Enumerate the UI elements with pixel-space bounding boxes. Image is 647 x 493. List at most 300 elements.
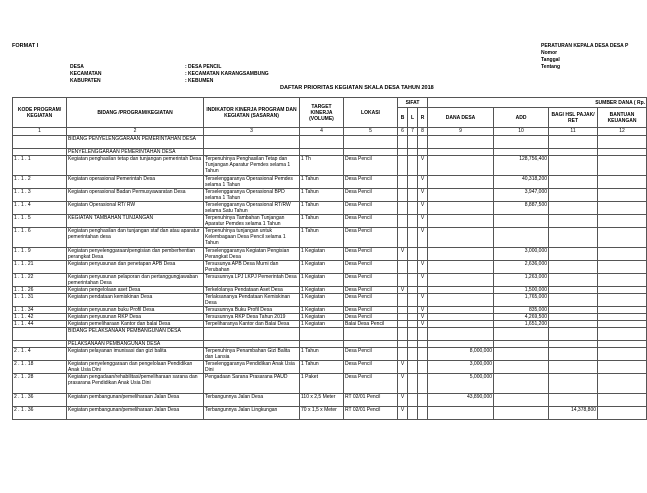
cell-bantuan bbox=[598, 202, 647, 215]
cell-sifat-r: V bbox=[418, 261, 428, 274]
cell-bantuan bbox=[598, 248, 647, 261]
cell-sifat-b bbox=[398, 314, 408, 321]
column-number: 12 bbox=[598, 128, 647, 136]
cell-sifat-l bbox=[408, 407, 418, 420]
header-sumber-dana: SUMBER DANA ( Rp. bbox=[428, 98, 647, 108]
cell-bantuan bbox=[598, 215, 647, 228]
cell-kegiatan: Kegiatan pemeliharaan Kantor dan balai Desa bbox=[67, 321, 204, 328]
empty-cell bbox=[398, 149, 408, 156]
cell-sifat-l bbox=[408, 307, 418, 314]
cell-bagi-hasil bbox=[549, 228, 598, 248]
cell-kegiatan: Kegiatan Operasional RT/ RW bbox=[67, 202, 204, 215]
cell-dana-desa bbox=[428, 156, 494, 176]
section-row bbox=[13, 328, 647, 341]
empty-cell bbox=[598, 136, 647, 149]
column-number: 1 bbox=[13, 128, 67, 136]
cell-sifat-l bbox=[408, 176, 418, 189]
column-number: 10 bbox=[494, 128, 549, 136]
cell-indikator: Tersusunnya RKP Desa Tahun 2019 bbox=[204, 314, 300, 321]
cell-sifat-b bbox=[398, 215, 408, 228]
empty-cell bbox=[418, 136, 428, 149]
cell-indikator: Tersusunnya Buku Profil Desa bbox=[204, 307, 300, 314]
cell-lokasi: Desa Pencil bbox=[344, 374, 398, 394]
cell-bagi-hasil bbox=[549, 202, 598, 215]
empty-cell bbox=[549, 149, 598, 156]
cell-lokasi: RT 02/01 Pencil bbox=[344, 394, 398, 407]
cell-target: 1 Tahun bbox=[300, 189, 344, 202]
empty-cell bbox=[13, 136, 67, 149]
table-row bbox=[13, 228, 647, 248]
cell-kode: 1 . 1 . 5 bbox=[13, 215, 67, 228]
empty-cell bbox=[13, 328, 67, 341]
column-number: 7 bbox=[408, 128, 418, 136]
table-row bbox=[13, 407, 647, 420]
empty-cell bbox=[204, 149, 300, 156]
cell-kegiatan: Kegiatan penyusunan buku Profil Desa bbox=[67, 307, 204, 314]
cell-indikator: Terpeliharanya Kantor dan Balai Desa bbox=[204, 321, 300, 328]
cell-add: 3,000,000 bbox=[494, 248, 549, 261]
cell-dana-desa bbox=[428, 189, 494, 202]
empty-cell bbox=[549, 341, 598, 348]
empty-cell bbox=[494, 136, 549, 149]
cell-dana-desa bbox=[428, 202, 494, 215]
cell-target: 1 Kegiatan bbox=[300, 307, 344, 314]
cell-bantuan bbox=[598, 407, 647, 420]
cell-bantuan bbox=[598, 294, 647, 307]
cell-sifat-r: V bbox=[418, 189, 428, 202]
cell-kode: 2 . 1 . 36 bbox=[13, 394, 67, 407]
cell-add: 2,636,000 bbox=[494, 261, 549, 274]
header-dana-desa: DANA DESA bbox=[428, 108, 494, 128]
cell-kode: 1 . 1 . 6 bbox=[13, 228, 67, 248]
cell-add bbox=[494, 215, 549, 228]
cell-bagi-hasil bbox=[549, 321, 598, 328]
table-row bbox=[13, 202, 647, 215]
cell-bagi-hasil bbox=[549, 394, 598, 407]
cell-lokasi: Desa Pencil bbox=[344, 189, 398, 202]
cell-target: 1 Kegiatan bbox=[300, 261, 344, 274]
field-label-kabupaten: KABUPATEN bbox=[70, 78, 101, 84]
empty-cell bbox=[344, 136, 398, 149]
cell-dana-desa bbox=[428, 294, 494, 307]
cell-indikator: Pengadaan Sarana Prasarana PAUD bbox=[204, 374, 300, 394]
table-row bbox=[13, 176, 647, 189]
cell-lokasi: Desa Pencil bbox=[344, 348, 398, 361]
empty-cell bbox=[428, 136, 494, 149]
cell-dana-desa bbox=[428, 261, 494, 274]
cell-sifat-l bbox=[408, 156, 418, 176]
cell-target: 1 Tahun bbox=[300, 176, 344, 189]
cell-bagi-hasil bbox=[549, 274, 598, 287]
cell-kegiatan: Kegiatan pembangunan/pemeliharaan Jalan Desa bbox=[67, 407, 204, 420]
cell-bagi-hasil bbox=[549, 307, 598, 314]
subsection-title: PENYELENGGARAAN PEMERINTAHAN DESA bbox=[67, 149, 204, 156]
table-row bbox=[13, 294, 647, 307]
regulation-line: Nomor bbox=[541, 50, 558, 56]
cell-sifat-r bbox=[418, 348, 428, 361]
empty-cell bbox=[428, 149, 494, 156]
cell-kegiatan: Kegiatan penyusunan RKP Desa bbox=[67, 314, 204, 321]
empty-cell bbox=[418, 328, 428, 341]
cell-bantuan bbox=[598, 261, 647, 274]
cell-sifat-r: V bbox=[418, 274, 428, 287]
cell-bantuan bbox=[598, 228, 647, 248]
cell-lokasi: Desa Pencil bbox=[344, 314, 398, 321]
cell-sifat-r: V bbox=[418, 294, 428, 307]
header-indikator: INDIKATOR KINERJA PROGRAM DAN KEGIATAN (SASARAN) bbox=[204, 98, 300, 128]
cell-bantuan bbox=[598, 156, 647, 176]
cell-lokasi: RT 02/01 Pencil bbox=[344, 407, 398, 420]
table-row bbox=[13, 215, 647, 228]
cell-lokasi: Desa Pencil bbox=[344, 287, 398, 294]
cell-target: 1 Paket bbox=[300, 374, 344, 394]
cell-target: 1 Tahun bbox=[300, 348, 344, 361]
cell-sifat-b bbox=[398, 228, 408, 248]
cell-bagi-hasil bbox=[549, 261, 598, 274]
cell-sifat-b: V bbox=[398, 287, 408, 294]
section-title: BIDANG PENYELENGGARAAN PEMERINTAHAN DESA bbox=[67, 136, 204, 149]
table-row bbox=[13, 314, 647, 321]
cell-sifat-r: V bbox=[418, 176, 428, 189]
cell-kegiatan: Kegiatan penyusunan dan penetapan APB Desa bbox=[67, 261, 204, 274]
empty-cell bbox=[13, 341, 67, 348]
cell-indikator: Terpenuhinya Penghasilan Tetap dan Tunjangan Aparatur Pemdes selama 1 Tahun bbox=[204, 156, 300, 176]
cell-kode: 1 . 1 . 21 bbox=[13, 261, 67, 274]
section-row bbox=[13, 136, 647, 149]
form-label: FORMAT I bbox=[12, 43, 39, 49]
cell-indikator: Terkelolanya Pendataan Aset Desa bbox=[204, 287, 300, 294]
cell-indikator: Terlaksananya Pendataan Kemiskinan Desa bbox=[204, 294, 300, 307]
cell-lokasi: Desa Pencil bbox=[344, 248, 398, 261]
cell-add bbox=[494, 228, 549, 248]
cell-add: 128,756,400 bbox=[494, 156, 549, 176]
cell-add bbox=[494, 361, 549, 374]
empty-cell bbox=[494, 328, 549, 341]
cell-kode: 1 . 1 . 1 bbox=[13, 156, 67, 176]
cell-sifat-b: V bbox=[398, 248, 408, 261]
cell-sifat-l bbox=[408, 202, 418, 215]
cell-indikator: Terselenggaranya Operasional BPD selama 1 Tahun bbox=[204, 189, 300, 202]
cell-add bbox=[494, 394, 549, 407]
cell-kegiatan: Kegiatan pengelolaan aset Desa bbox=[67, 287, 204, 294]
table-row bbox=[13, 274, 647, 287]
empty-cell bbox=[598, 341, 647, 348]
empty-cell bbox=[300, 328, 344, 341]
column-number: 3 bbox=[204, 128, 300, 136]
cell-sifat-l bbox=[408, 189, 418, 202]
cell-dana-desa bbox=[428, 176, 494, 189]
empty-cell bbox=[204, 328, 300, 341]
cell-lokasi: Desa Pencil bbox=[344, 202, 398, 215]
cell-sifat-l bbox=[408, 394, 418, 407]
cell-lokasi: Desa Pencil bbox=[344, 215, 398, 228]
cell-lokasi: Desa Pencil bbox=[344, 361, 398, 374]
empty-cell bbox=[549, 328, 598, 341]
empty-cell bbox=[398, 328, 408, 341]
subsection-title: PELAKSANAAN PEMBANGUNAN DESA bbox=[67, 341, 204, 348]
table-row bbox=[13, 361, 647, 374]
cell-sifat-r: V bbox=[418, 156, 428, 176]
regulation-line: Tentang bbox=[541, 64, 561, 70]
column-number: 4 bbox=[300, 128, 344, 136]
cell-dana-desa bbox=[428, 248, 494, 261]
cell-kegiatan: Kegiatan penyelenggaraan dan pengelolaan Pendidikan Anak Usia Dini bbox=[67, 361, 204, 374]
cell-add bbox=[494, 348, 549, 361]
cell-sifat-r: V bbox=[418, 314, 428, 321]
section-title: BIDANG PELAKSANAAN PEMBANGUNAN DESA bbox=[67, 328, 204, 341]
cell-kode: 1 . 1 . 2 bbox=[13, 176, 67, 189]
empty-cell bbox=[418, 341, 428, 348]
table-row bbox=[13, 374, 647, 394]
cell-sifat-l bbox=[408, 248, 418, 261]
table-row bbox=[13, 307, 647, 314]
cell-bagi-hasil bbox=[549, 314, 598, 321]
cell-bagi-hasil bbox=[549, 176, 598, 189]
cell-sifat-l bbox=[408, 374, 418, 394]
cell-target: 1 Tahun bbox=[300, 361, 344, 374]
cell-kode: 1 . 1 . 42 bbox=[13, 314, 67, 321]
empty-cell bbox=[300, 149, 344, 156]
cell-add: 1,765,000 bbox=[494, 294, 549, 307]
cell-sifat-b bbox=[398, 156, 408, 176]
cell-bantuan bbox=[598, 189, 647, 202]
cell-target: 1 Kegiatan bbox=[300, 294, 344, 307]
cell-sifat-b bbox=[398, 274, 408, 287]
cell-kegiatan: Kegiatan pengadaan/rehabilitasi/pemeliharaan sarana dan prasarana Pendidikan Anak Usia Dini bbox=[67, 374, 204, 394]
cell-sifat-b bbox=[398, 189, 408, 202]
cell-target: 1 Kegiatan bbox=[300, 274, 344, 287]
cell-add: 835,000 bbox=[494, 307, 549, 314]
empty-cell bbox=[598, 149, 647, 156]
column-number: 2 bbox=[67, 128, 204, 136]
cell-bagi-hasil bbox=[549, 374, 598, 394]
cell-bantuan bbox=[598, 321, 647, 328]
cell-kegiatan: Kegiatan pembangunan/pemeliharaan Jalan Desa bbox=[67, 394, 204, 407]
cell-indikator: Tersusunya APB Desa Murni dan Perubahan bbox=[204, 261, 300, 274]
cell-kegiatan: Kegiatan pelayanan imunisasi dan gizi balita bbox=[67, 348, 204, 361]
cell-bantuan bbox=[598, 314, 647, 321]
cell-indikator: Terselenggaranya Kegiatan Pengisian Perangkat Desa bbox=[204, 248, 300, 261]
empty-cell bbox=[494, 341, 549, 348]
cell-add bbox=[494, 407, 549, 420]
field-value-desa: : DESA PENCIL bbox=[185, 64, 222, 70]
cell-sifat-l bbox=[408, 274, 418, 287]
empty-cell bbox=[344, 149, 398, 156]
cell-dana-desa: 43,890,000 bbox=[428, 394, 494, 407]
table-row bbox=[13, 189, 647, 202]
cell-bantuan bbox=[598, 287, 647, 294]
cell-lokasi: Desa Pencil bbox=[344, 176, 398, 189]
cell-target: 110 x 2,5 Meter bbox=[300, 394, 344, 407]
cell-sifat-b: V bbox=[398, 361, 408, 374]
empty-cell bbox=[204, 341, 300, 348]
field-label-desa: DESA bbox=[70, 64, 84, 70]
cell-kode: 1 . 1 . 9 bbox=[13, 248, 67, 261]
cell-sifat-l bbox=[408, 287, 418, 294]
cell-kode: 2 . 1 . 36 bbox=[13, 407, 67, 420]
cell-sifat-l bbox=[408, 348, 418, 361]
cell-lokasi: Desa Pencil bbox=[344, 307, 398, 314]
cell-kode: 1 . 1 . 34 bbox=[13, 307, 67, 314]
table-row bbox=[13, 287, 647, 294]
table-row bbox=[13, 394, 647, 407]
empty-cell bbox=[13, 149, 67, 156]
cell-dana-desa bbox=[428, 314, 494, 321]
empty-cell bbox=[418, 149, 428, 156]
column-number-row bbox=[13, 128, 647, 136]
cell-indikator: Terpenuhinya Tambahan Tunjangan Aparatur Pemdes selama 1 Tahun bbox=[204, 215, 300, 228]
cell-bagi-hasil bbox=[549, 215, 598, 228]
cell-add: 1,651,200 bbox=[494, 321, 549, 328]
cell-kegiatan: Kegiatan operasional Badan Permusyawaratan Desa bbox=[67, 189, 204, 202]
empty-cell bbox=[300, 136, 344, 149]
cell-kode: 1 . 1 . 31 bbox=[13, 294, 67, 307]
empty-cell bbox=[408, 136, 418, 149]
cell-target: 1 Tahun bbox=[300, 228, 344, 248]
cell-indikator: Terbangunnya Jalan Lingkungan bbox=[204, 407, 300, 420]
empty-cell bbox=[204, 136, 300, 149]
cell-sifat-r bbox=[418, 361, 428, 374]
cell-bagi-hasil bbox=[549, 248, 598, 261]
cell-sifat-r bbox=[418, 248, 428, 261]
column-number: 5 bbox=[344, 128, 398, 136]
cell-kode: 2 . 1 . 28 bbox=[13, 374, 67, 394]
empty-cell bbox=[428, 328, 494, 341]
header-target: TARGET KINERJA (VOLUME) bbox=[300, 98, 344, 128]
cell-add: 1,263,000 bbox=[494, 274, 549, 287]
cell-dana-desa bbox=[428, 321, 494, 328]
header-sifat-r: R bbox=[418, 108, 428, 128]
cell-target: 1 Tahun bbox=[300, 215, 344, 228]
empty-cell bbox=[494, 149, 549, 156]
empty-cell bbox=[398, 341, 408, 348]
cell-sifat-l bbox=[408, 228, 418, 248]
cell-add: 4,269,500 bbox=[494, 314, 549, 321]
subsection-row bbox=[13, 149, 647, 156]
cell-sifat-r: V bbox=[418, 321, 428, 328]
column-number: 6 bbox=[398, 128, 408, 136]
cell-bagi-hasil: 14,378,800 bbox=[549, 407, 598, 420]
empty-cell bbox=[344, 341, 398, 348]
cell-add: 3,947,000 bbox=[494, 189, 549, 202]
cell-dana-desa bbox=[428, 287, 494, 294]
cell-kegiatan: Kegiatan penghasilan tetap dan tunjangan pemerintah Desa bbox=[67, 156, 204, 176]
header-sifat-b: B bbox=[398, 108, 408, 128]
empty-cell bbox=[408, 328, 418, 341]
cell-kode: 1 . 1 . 22 bbox=[13, 274, 67, 287]
cell-sifat-b bbox=[398, 176, 408, 189]
subsection-row bbox=[13, 341, 647, 348]
cell-lokasi: Desa Pencil bbox=[344, 274, 398, 287]
cell-dana-desa bbox=[428, 407, 494, 420]
cell-indikator: Tersusunnya LPJ LKPJ Pemerintah Desa bbox=[204, 274, 300, 287]
cell-sifat-r: V bbox=[418, 307, 428, 314]
cell-kegiatan: Kegiatan penyusunan pelaporan dan pertanggungjawaban pemerintahan Desa bbox=[67, 274, 204, 287]
empty-cell bbox=[598, 328, 647, 341]
header-bagi-hasil: BAGI HSL PAJAK/ RET bbox=[549, 108, 598, 128]
header-bantuan: BANTUAN KEUANGAN bbox=[598, 108, 647, 128]
cell-kode: 1 . 1 . 44 bbox=[13, 321, 67, 328]
cell-indikator: Terpenuhinya tunjangan untuk Kelembagaan Desa Pencil selama 1 Tahun bbox=[204, 228, 300, 248]
cell-target: 1 Kegiatan bbox=[300, 248, 344, 261]
cell-sifat-l bbox=[408, 314, 418, 321]
table-row bbox=[13, 156, 647, 176]
column-number: 8 bbox=[418, 128, 428, 136]
cell-dana-desa bbox=[428, 228, 494, 248]
header-lokasi: LOKASI bbox=[344, 98, 398, 128]
header-sifat: SIFAT bbox=[398, 98, 428, 108]
cell-add bbox=[494, 374, 549, 394]
cell-target: 1 Tahun bbox=[300, 202, 344, 215]
empty-cell bbox=[428, 341, 494, 348]
cell-lokasi: Desa Pencil bbox=[344, 261, 398, 274]
document-title: DAFTAR PRIORITAS KEGIATAN SKALA DESA TAHUN 2018 bbox=[280, 85, 434, 91]
cell-target: 1 Kegiatan bbox=[300, 287, 344, 294]
header-bidang: BIDANG /PROGRAM/KEGIATAN bbox=[67, 98, 204, 128]
column-number: 11 bbox=[549, 128, 598, 136]
cell-dana-desa: 3,000,000 bbox=[428, 361, 494, 374]
cell-sifat-b bbox=[398, 294, 408, 307]
cell-kode: 2 . 1 . 18 bbox=[13, 361, 67, 374]
empty-cell bbox=[408, 149, 418, 156]
cell-indikator: Terbangunnya Jalan Desa bbox=[204, 394, 300, 407]
cell-sifat-r: V bbox=[418, 215, 428, 228]
cell-sifat-r bbox=[418, 407, 428, 420]
cell-indikator: Terpenuhinya Penambahan Gizi Balita dan Lansia bbox=[204, 348, 300, 361]
empty-cell bbox=[408, 341, 418, 348]
empty-cell bbox=[549, 136, 598, 149]
cell-bagi-hasil bbox=[549, 294, 598, 307]
header-kode: KODE PROGRAM/ KEGIATAN bbox=[13, 98, 67, 128]
cell-sifat-l bbox=[408, 261, 418, 274]
cell-kode: 1 . 1 . 3 bbox=[13, 189, 67, 202]
cell-indikator: Terselenggaranya Operasional Pemdes selama 1 Tahun bbox=[204, 176, 300, 189]
cell-dana-desa: 8,000,000 bbox=[428, 348, 494, 361]
cell-sifat-b: V bbox=[398, 407, 408, 420]
cell-indikator: Terselenggaranya Pendidikan Anak Usia Dini bbox=[204, 361, 300, 374]
field-value-kabupaten: : KEBUMEN bbox=[185, 78, 214, 84]
cell-lokasi: Desa Pencil bbox=[344, 228, 398, 248]
cell-bantuan bbox=[598, 361, 647, 374]
cell-bantuan bbox=[598, 374, 647, 394]
cell-sifat-r: V bbox=[418, 202, 428, 215]
empty-cell bbox=[398, 136, 408, 149]
cell-sifat-b bbox=[398, 321, 408, 328]
cell-bagi-hasil bbox=[549, 287, 598, 294]
cell-bagi-hasil bbox=[549, 189, 598, 202]
cell-sifat-l bbox=[408, 294, 418, 307]
cell-bantuan bbox=[598, 307, 647, 314]
cell-add: 8,887,500 bbox=[494, 202, 549, 215]
cell-dana-desa bbox=[428, 274, 494, 287]
empty-cell bbox=[300, 341, 344, 348]
cell-kegiatan: Kegiatan pendataan kemiskinan Desa bbox=[67, 294, 204, 307]
cell-kode: 2 . 1 . 4 bbox=[13, 348, 67, 361]
cell-kegiatan: Kegiatan penghasilan dan tunjangan staf dan atau aparatur pemerintahan desa bbox=[67, 228, 204, 248]
table-row bbox=[13, 321, 647, 328]
cell-sifat-b: V bbox=[398, 394, 408, 407]
cell-sifat-l bbox=[408, 215, 418, 228]
cell-sifat-r: V bbox=[418, 228, 428, 248]
priority-table bbox=[12, 97, 647, 420]
cell-kegiatan: Kegiatan operasional Pemerintah Desa bbox=[67, 176, 204, 189]
cell-sifat-l bbox=[408, 361, 418, 374]
cell-lokasi: Balai Desa Pencil bbox=[344, 321, 398, 328]
cell-kode: 1 . 1 . 26 bbox=[13, 287, 67, 294]
regulation-line: Tanggal bbox=[541, 57, 560, 63]
cell-lokasi: Desa Pencil bbox=[344, 156, 398, 176]
cell-add: 40,318,200 bbox=[494, 176, 549, 189]
